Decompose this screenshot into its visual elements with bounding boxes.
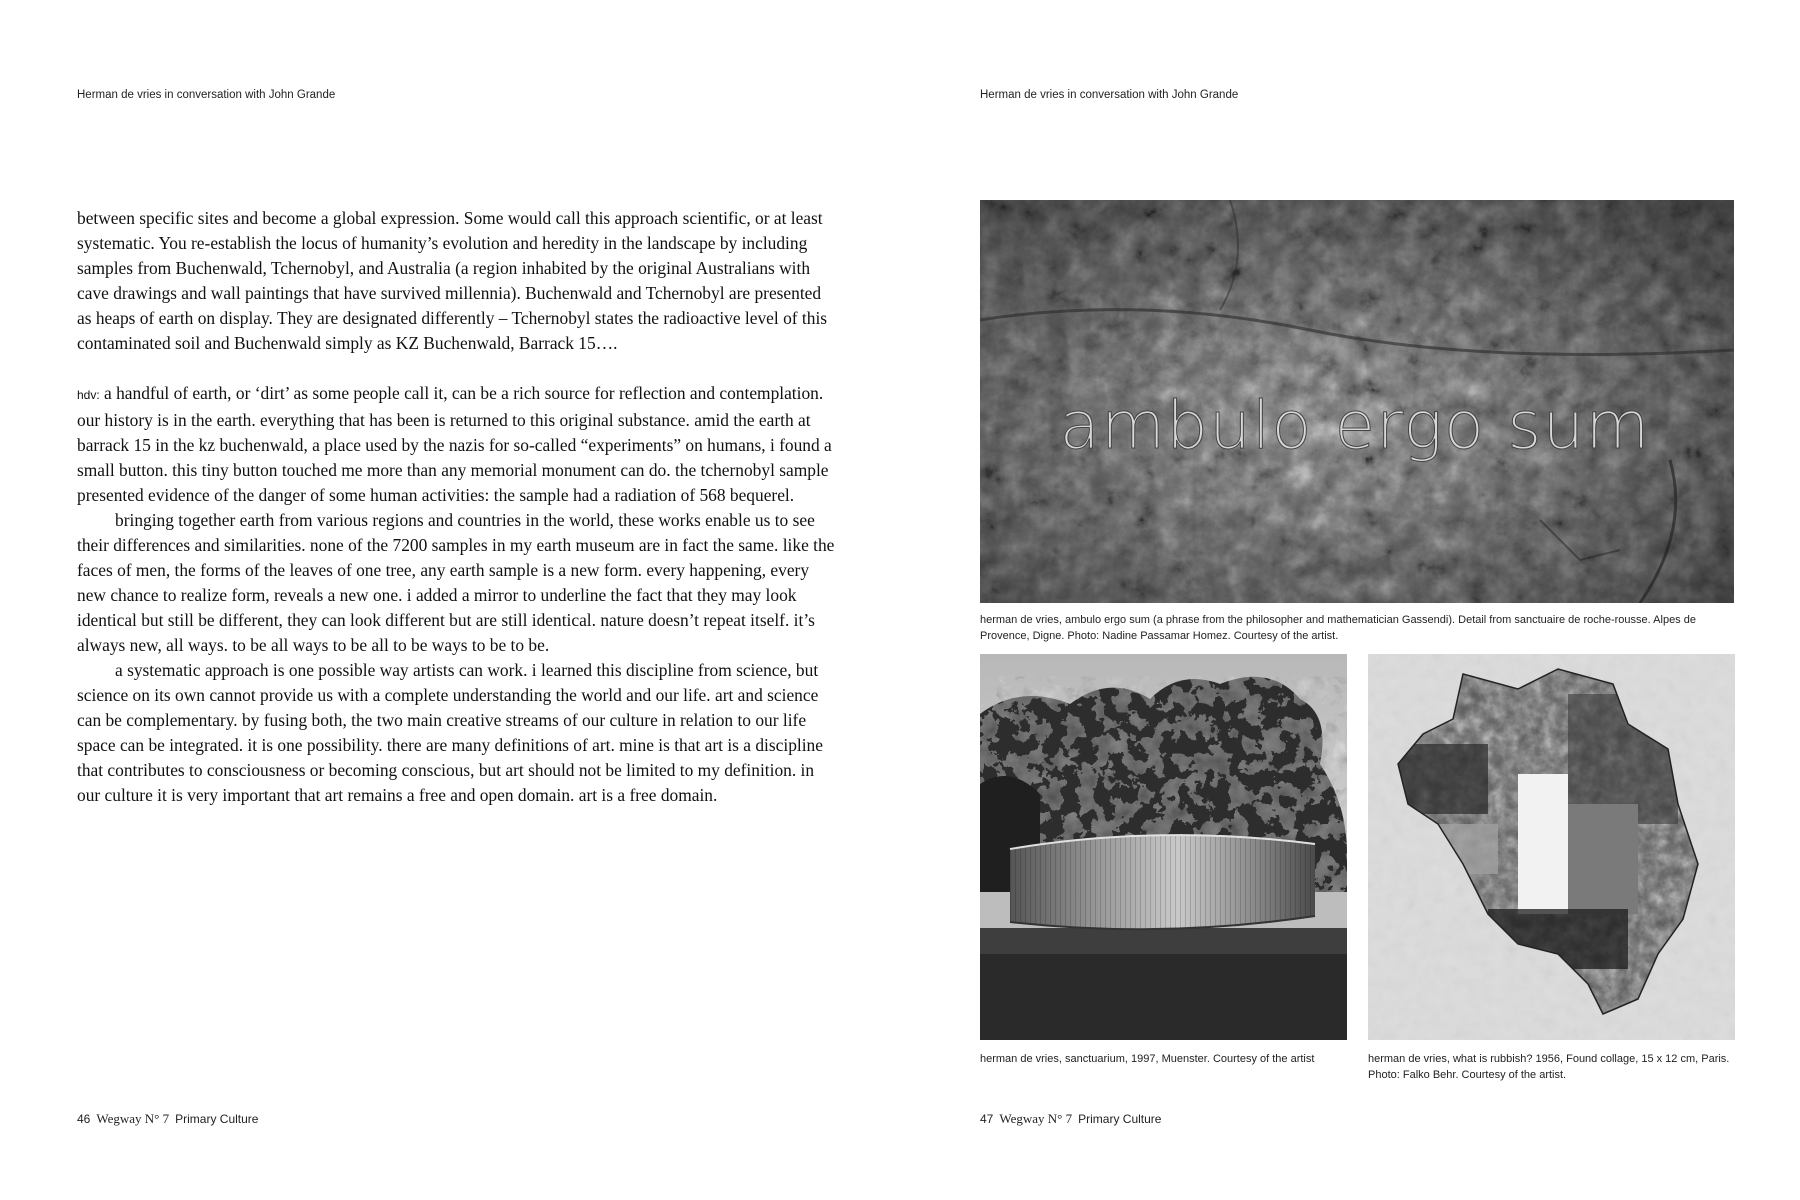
answer-paragraph-2: bringing together earth from various regions and countries in the world, these works enable us to see their differences and similarities. none of the 7200 samples in my earth museum are in fact the same. like the faces of men, the forms of the leaves of one tree, any earth sample is a new form. every happening, every new chance to realize form, reveals a new one. i added a mirror to underline the fact that they may look identical but still be different, they can look different but are still identical. nature doesn’t repeat itself. it’s always new, all ways. to be all ways to be all to be ways to be to be. — [77, 510, 835, 655]
caption-bottom-left: herman de vries, sanctuarium, 1997, Muenster. Courtesy of the artist — [980, 1053, 1315, 1065]
speaker-label: hdv: — [77, 388, 100, 402]
section-name: Primary Culture — [175, 1112, 259, 1126]
folio-right — [980, 1111, 1167, 1127]
page-number: 46 — [77, 1112, 91, 1126]
answer-paragraph-3: a systematic approach is one possible way artists can work. i learned this discipline from science, but science on its own cannot provide us with a complete understanding the world and our life. art and science can be complementary. by fusing both, the two main creative streams of our culture in relation to our life space can be integrated. it is one possibility. there are many definitions of art. mine is that art is a discipline that contributes to consciousness or becoming conscious, but art should not be limited to my definition. in our culture it is very important that art remains a free and open domain. art is a free domain. — [77, 660, 823, 805]
photo-ambulo-ergo-sum — [980, 200, 1734, 603]
running-head-right: Herman de vries in conversation with John Grande — [980, 89, 1239, 101]
answer-text-1: a handful of earth, or ‘dirt’ as some people call it, can be a rich source for reflection and contemplation. our history is in the earth. everything that has been is returned to this original substance. amid the earth at barrack 15 in the kz buchenwald, a place used by the nazis for so-called “experiments” on humans, i found a small button. this tiny button touched me more than any memorial monument can do. the tchernobyl sample presented evidence of the danger of some human activities: the sample had a radiation of 568 bequerel. — [77, 383, 832, 505]
inscription-text: ambulo ergo sum — [1059, 387, 1651, 464]
caption-bottom-right: herman de vries, what is rubbish? 1956, Found collage, 15 x 12 cm, Paris. Photo: Falko Behr. Courtesy of the artist. — [1368, 1053, 1730, 1081]
folio-left — [77, 1111, 264, 1127]
caption-top: herman de vries, ambulo ergo sum (a phrase from the philosopher and mathematician Gassendi). Detail from sanctuaire de roche-rousse. Alpes de Provence, Digne. Photo: Nadine Passamar Homez. Courtesy of the artist. — [980, 614, 1696, 642]
answer-paragraph-1 — [77, 381, 837, 508]
page-number: 47 — [980, 1112, 994, 1126]
photo-sanctuarium — [980, 654, 1347, 1040]
journal-name: Wegway N° 7 — [999, 1111, 1073, 1126]
running-head-left: Herman de vries in conversation with John Grande — [77, 89, 336, 101]
interview-text — [77, 206, 837, 808]
photo-what-is-rubbish — [1368, 654, 1735, 1040]
section-name: Primary Culture — [1078, 1112, 1162, 1126]
journal-name: Wegway N° 7 — [96, 1111, 170, 1126]
question-paragraph: between specific sites and become a global expression. Some would call this approach scientific, or at least systematic. You re-establish the locus of humanity’s evolution and heredity in the landscape by including samples from Buchenwald, Tchernobyl, and Australia (a region inhabited by the original Australians with cave drawings and wall paintings that have survived millennia). Buchenwald and Tchernobyl are presented as heaps of earth on display. They are designated differently – Tchernobyl states the radioactive level of this contaminated soil and Buchenwald simply as KZ Buchenwald, Barrack 15…. — [77, 208, 828, 353]
